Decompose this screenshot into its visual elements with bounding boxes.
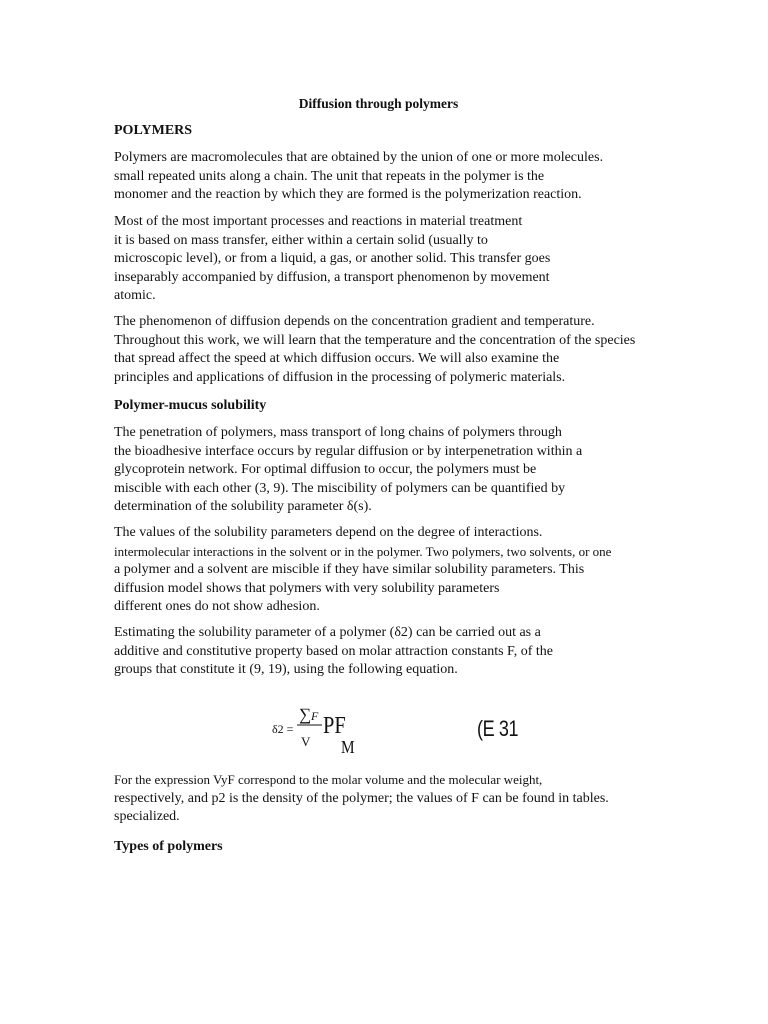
- text-line: groups that constitute it (9, 19), using the following equation.: [114, 662, 458, 677]
- equation-denominator: V: [301, 734, 311, 749]
- text-line: diffusion model shows that polymers with very solubility parameters: [114, 580, 500, 596]
- paragraph-solubility-values: [114, 524, 674, 617]
- paragraph-polymers-definition: [114, 149, 674, 205]
- text-line: respectively, and p2 is the density of the polymer; the values of F can be found in tables.: [114, 790, 609, 806]
- text-line: small repeated units along a chain. The unit that repeats in the polymer is the: [114, 168, 545, 184]
- section-heading-polymers: POLYMERS: [114, 123, 193, 138]
- text-line: it is based on mass transfer, either within a certain solid (usually to: [114, 232, 488, 248]
- text-line: Polymers are macromolecules that are obtained by the union of one or more molecules.: [114, 150, 604, 165]
- text-line: Estimating the solubility parameter of a polymer (δ2) can be carried out as a: [114, 625, 541, 640]
- text-line: a polymer and a solvent are miscible if they have similar solubility parameters. This: [114, 562, 585, 577]
- text-line: Most of the most important processes and reactions in material treatment: [114, 214, 523, 229]
- text-line: different ones do not show adhesion.: [114, 599, 320, 614]
- equation-sum-symbol: ∑: [299, 705, 312, 724]
- text-line: additive and constitutive property based on molar attraction constants F, of the: [114, 643, 553, 659]
- section-heading-types: Types of polymers: [114, 839, 223, 854]
- text-line: intermolecular interactions in the solvent or in the polymer. Two polymers, two solvents, or one: [114, 543, 612, 559]
- text-line: The phenomenon of diffusion depends on the concentration gradient and temperature.: [114, 314, 595, 329]
- text-line: specialized.: [114, 809, 180, 824]
- text-line: determination of the solubility parameter δ(s).: [114, 499, 372, 514]
- text-line: Throughout this work, we will learn that the temperature and the concentration of the species: [114, 332, 636, 348]
- text-line: glycoprotein network. For optimal diffusion to occur, the polymers must be: [114, 462, 537, 477]
- equation-subscript: M: [341, 736, 355, 758]
- equation-lhs: δ2 =: [272, 722, 294, 736]
- text-line: the bioadhesive interface occurs by regular diffusion or by interpenetration within a: [114, 443, 583, 459]
- equation-factor: PF: [323, 711, 346, 739]
- equation-label: (E 31: [477, 716, 519, 741]
- equation-numerator: F: [311, 709, 319, 723]
- text-line: miscible with each other (3, 9). The miscibility of polymers can be quantified by: [114, 480, 566, 496]
- text-line: principles and applications of diffusion in the processing of polymeric materials.: [114, 369, 566, 385]
- paragraph-penetration: [114, 424, 674, 517]
- paragraph-mass-transfer: [114, 213, 674, 306]
- text-line: The values of the solubility parameters depend on the degree of interactions.: [114, 525, 543, 540]
- paragraph-estimation: [114, 624, 674, 680]
- text-line: monomer and the reaction by which they are formed is the polymerization reaction.: [114, 187, 582, 202]
- text-line: atomic.: [114, 288, 156, 303]
- text-line: microscopic level), or from a liquid, a gas, or another solid. This transfer goes: [114, 251, 551, 266]
- text-line: The penetration of polymers, mass transport of long chains of polymers through: [114, 425, 562, 440]
- document-title: Diffusion through polymers: [298, 96, 459, 111]
- paragraph-expression: [114, 771, 674, 827]
- text-line: inseparably accompanied by diffusion, a transport phenomenon by movement: [114, 269, 550, 285]
- text-line: For the expression VyF correspond to the molar volume and the molecular weight,: [114, 772, 543, 787]
- text-line: that spread affect the speed at which diffusion occurs. We will also examine the: [114, 351, 560, 366]
- paragraph-diffusion-phenomenon: [114, 313, 674, 387]
- section-heading-solubility: Polymer-mucus solubility: [114, 398, 267, 413]
